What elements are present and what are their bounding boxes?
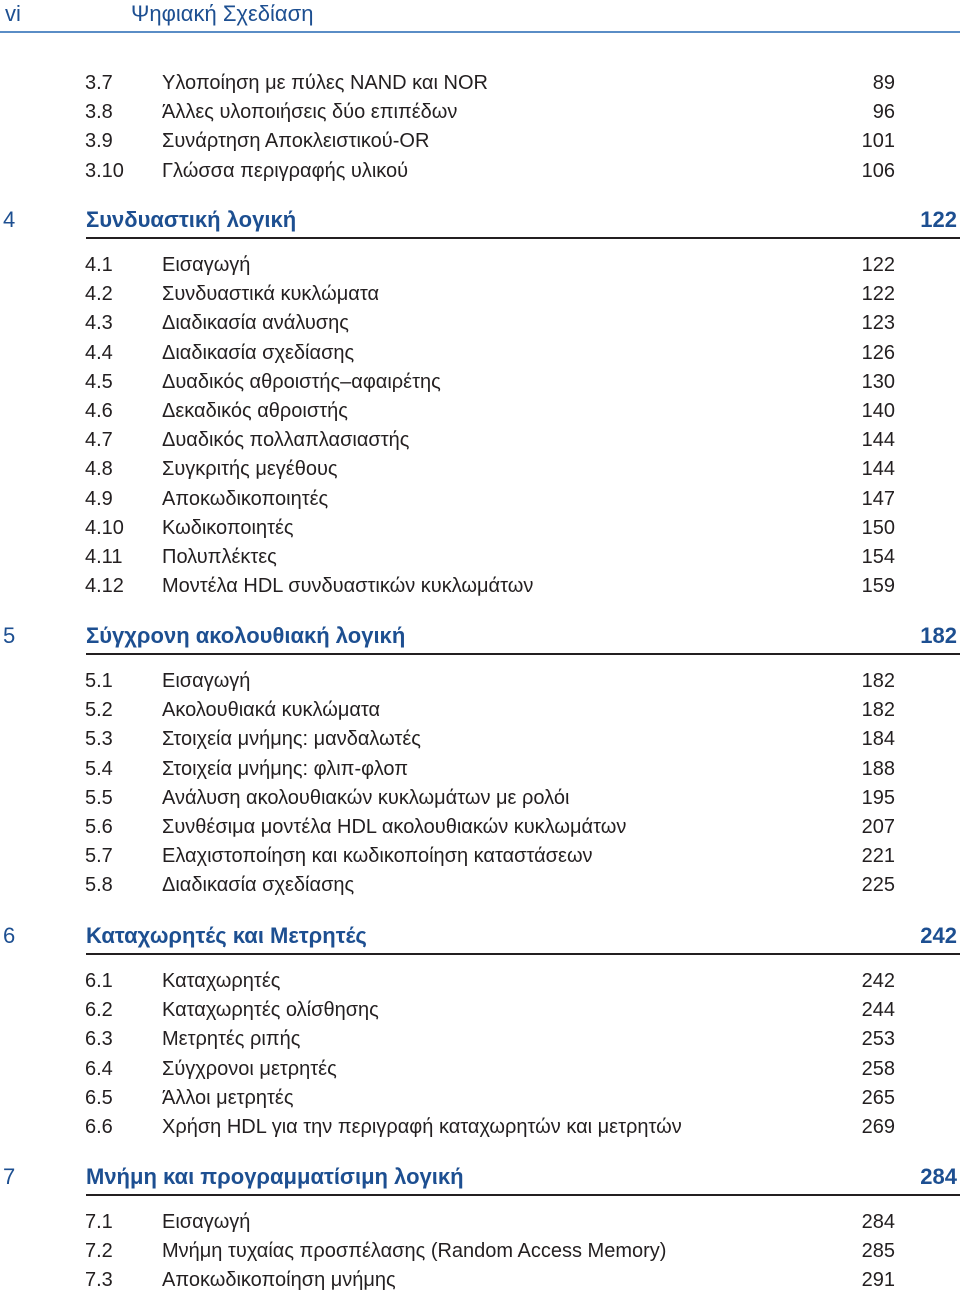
entry-number: 4.7 bbox=[85, 429, 113, 452]
entry-number: 4.1 bbox=[85, 254, 113, 276]
chapter-rule bbox=[86, 653, 960, 655]
chapter-number: 4 bbox=[3, 207, 16, 232]
chapter-title: Μνήμη και προγραμματίσιμη λογική bbox=[86, 1164, 464, 1189]
toc-entry[interactable] bbox=[0, 280, 960, 309]
entry-title: Σύγχρονοι μετρητές bbox=[162, 1057, 337, 1080]
entry-page: 182 bbox=[861, 699, 895, 722]
entry-title: Συγκριτής μεγέθους bbox=[162, 458, 338, 481]
toc-entry[interactable] bbox=[0, 784, 960, 813]
entry-title: Άλλες υλοποιήσεις δύο επιπέδων bbox=[162, 101, 458, 124]
toc-entry[interactable] bbox=[0, 397, 960, 426]
entry-number: 3.8 bbox=[85, 101, 113, 124]
entry-page: 122 bbox=[861, 254, 895, 276]
entry-title: Καταχωρητές bbox=[162, 970, 281, 992]
entry-page: 265 bbox=[861, 1086, 895, 1109]
toc-entry[interactable] bbox=[0, 69, 960, 98]
page-header bbox=[0, 0, 960, 34]
entry-number: 7.2 bbox=[85, 1240, 113, 1263]
toc-entry[interactable] bbox=[0, 996, 960, 1025]
entry-number: 5.2 bbox=[85, 699, 113, 722]
toc-entry[interactable] bbox=[0, 251, 960, 280]
entry-number: 3.10 bbox=[85, 159, 124, 182]
entry-title: Συνάρτηση Αποκλειστικού-OR bbox=[162, 130, 430, 153]
entry-page: 150 bbox=[861, 516, 895, 539]
entry-page: 144 bbox=[861, 458, 895, 481]
entry-number: 4.11 bbox=[85, 546, 123, 568]
entry-page: 147 bbox=[861, 487, 895, 510]
toc-entry[interactable] bbox=[0, 98, 960, 127]
toc-entry[interactable] bbox=[0, 667, 960, 696]
entry-title: Στοιχεία μνήμης: φλιπ-φλοπ bbox=[162, 757, 409, 780]
toc-entry[interactable] bbox=[0, 1084, 960, 1113]
toc-entry[interactable] bbox=[0, 1113, 960, 1142]
entry-title: Γλώσσα περιγραφής υλικού bbox=[162, 159, 409, 182]
chapter-page: 182 bbox=[920, 623, 957, 648]
entry-number: 7.3 bbox=[85, 1269, 113, 1292]
toc-entry[interactable] bbox=[0, 1266, 960, 1295]
entry-title: Χρήση HDL για την περιγραφή καταχωρητών και μετρητών bbox=[162, 1116, 682, 1138]
entry-number: 4.6 bbox=[85, 400, 113, 422]
toc-entry[interactable] bbox=[0, 127, 960, 156]
chapter-number: 6 bbox=[3, 923, 16, 948]
chapter-page: 284 bbox=[920, 1164, 957, 1189]
entry-title: Δυαδικός πολλαπλασιαστής bbox=[162, 429, 410, 452]
entry-page: 140 bbox=[861, 400, 895, 422]
entry-number: 6.5 bbox=[85, 1086, 113, 1109]
entry-title: Κωδικοποιητές bbox=[162, 516, 294, 539]
toc-entry[interactable] bbox=[0, 696, 960, 725]
entry-title: Εισαγωγή bbox=[162, 1211, 251, 1233]
entry-number: 5.7 bbox=[85, 845, 113, 868]
entry-number: 4.9 bbox=[85, 487, 113, 510]
entry-title: Δεκαδικός αθροιστής bbox=[162, 400, 348, 422]
entry-page: 122 bbox=[861, 283, 895, 306]
toc-entry[interactable] bbox=[0, 368, 960, 397]
toc-entry[interactable] bbox=[0, 455, 960, 484]
toc-entry[interactable] bbox=[0, 871, 960, 900]
toc-entry[interactable] bbox=[0, 309, 960, 338]
toc-entry[interactable] bbox=[0, 339, 960, 368]
entry-number: 4.3 bbox=[85, 312, 113, 335]
chapter-heading[interactable] bbox=[0, 919, 960, 959]
entry-number: 6.2 bbox=[85, 999, 113, 1022]
chapter-title: Καταχωρητές και Μετρητές bbox=[86, 923, 367, 948]
chapter-heading[interactable] bbox=[0, 619, 960, 659]
entry-page: 123 bbox=[861, 312, 895, 335]
chapter-title: Σύγχρονη ακολουθιακή λογική bbox=[86, 623, 406, 648]
toc-entry[interactable] bbox=[0, 157, 960, 186]
toc-entry[interactable] bbox=[0, 725, 960, 754]
toc-entry[interactable] bbox=[0, 485, 960, 514]
entry-page: 244 bbox=[861, 999, 895, 1022]
entry-title: Στοιχεία μνήμης: μανδαλωτές bbox=[162, 728, 421, 751]
entry-title: Ελαχιστοποίηση και κωδικοποίηση καταστάσεων bbox=[162, 845, 593, 868]
entry-title: Καταχωρητές ολίσθησης bbox=[162, 999, 379, 1022]
chapter-rule bbox=[86, 953, 960, 955]
toc-entry[interactable] bbox=[0, 1208, 960, 1237]
entry-page: 284 bbox=[861, 1211, 895, 1233]
entry-page: 188 bbox=[861, 757, 895, 780]
entry-title: Διαδικασία ανάλυσης bbox=[162, 312, 349, 335]
entry-title: Άλλοι μετρητές bbox=[162, 1086, 294, 1109]
entry-number: 3.9 bbox=[85, 130, 113, 153]
entry-title: Αποκωδικοποίηση μνήμης bbox=[162, 1269, 396, 1292]
header-rule bbox=[0, 31, 960, 33]
entry-page: 126 bbox=[861, 341, 895, 364]
entry-page: 221 bbox=[861, 845, 895, 868]
chapter-heading[interactable] bbox=[0, 1160, 960, 1200]
entry-page: 225 bbox=[861, 874, 895, 897]
entry-number: 7.1 bbox=[85, 1211, 113, 1233]
entry-page: 285 bbox=[861, 1240, 895, 1263]
entry-page: 130 bbox=[861, 370, 895, 393]
entry-page: 159 bbox=[861, 575, 895, 598]
chapter-number: 5 bbox=[3, 623, 16, 648]
entry-page: 101 bbox=[861, 130, 895, 153]
toc-entry[interactable] bbox=[0, 813, 960, 842]
entry-number: 5.1 bbox=[85, 670, 113, 692]
entry-number: 5.6 bbox=[85, 816, 113, 838]
entry-page: 184 bbox=[861, 728, 895, 751]
entry-number: 4.4 bbox=[85, 341, 113, 364]
toc-entry[interactable] bbox=[0, 572, 960, 601]
entry-page: 89 bbox=[872, 72, 895, 94]
entry-number: 4.12 bbox=[85, 575, 124, 598]
entry-title: Αποκωδικοποιητές bbox=[162, 487, 329, 510]
entry-number: 4.10 bbox=[85, 516, 124, 539]
entry-title: Μετρητές ριπής bbox=[162, 1028, 301, 1051]
entry-number: 6.4 bbox=[85, 1057, 113, 1080]
chapter-heading[interactable] bbox=[0, 203, 960, 243]
entry-title: Διαδικασία σχεδίασης bbox=[162, 874, 355, 897]
entry-page: 144 bbox=[861, 429, 895, 452]
entry-number: 6.3 bbox=[85, 1028, 113, 1051]
entry-page: 291 bbox=[861, 1269, 895, 1292]
entry-page: 258 bbox=[861, 1057, 895, 1080]
entry-number: 6.1 bbox=[85, 970, 113, 992]
toc-entry[interactable] bbox=[0, 514, 960, 543]
entry-number: 5.3 bbox=[85, 728, 113, 751]
entry-title: Εισαγωγή bbox=[162, 254, 251, 276]
chapter-page: 122 bbox=[920, 207, 957, 232]
entry-page: 154 bbox=[861, 546, 895, 568]
entry-number: 6.6 bbox=[85, 1116, 113, 1138]
entry-number: 4.8 bbox=[85, 458, 113, 481]
entry-number: 5.8 bbox=[85, 874, 113, 897]
entry-page: 96 bbox=[872, 101, 895, 124]
entry-page: 269 bbox=[861, 1116, 895, 1138]
entry-number: 5.4 bbox=[85, 757, 113, 780]
entry-page: 106 bbox=[861, 159, 895, 182]
entry-number: 3.7 bbox=[85, 72, 113, 94]
entry-title: Δυαδικός αθροιστής–αφαιρέτης bbox=[162, 370, 441, 393]
entry-title: Ανάλυση ακολουθιακών κυκλωμάτων με ρολόι bbox=[162, 786, 570, 809]
entry-page: 182 bbox=[861, 670, 895, 692]
toc-entry[interactable] bbox=[0, 755, 960, 784]
toc-entry[interactable] bbox=[0, 426, 960, 455]
entry-title: Συνθέσιμα μοντέλα HDL ακολουθιακών κυκλωμάτων bbox=[162, 816, 627, 838]
entry-title: Συνδυαστικά κυκλώματα bbox=[162, 283, 380, 306]
entry-page: 242 bbox=[861, 970, 895, 992]
toc-entry[interactable] bbox=[0, 543, 960, 572]
entry-title: Υλοποίηση με πύλες NAND και NOR bbox=[162, 72, 488, 94]
entry-title: Διαδικασία σχεδίασης bbox=[162, 341, 355, 364]
chapter-page: 242 bbox=[920, 923, 957, 948]
chapter-rule bbox=[86, 237, 960, 239]
toc-entry[interactable] bbox=[0, 967, 960, 996]
entry-title: Ακολουθιακά κυκλώματα bbox=[162, 699, 381, 722]
toc-entry[interactable] bbox=[0, 1055, 960, 1084]
chapter-number: 7 bbox=[3, 1164, 16, 1189]
toc-entry[interactable] bbox=[0, 1025, 960, 1054]
entry-number: 5.5 bbox=[85, 786, 113, 809]
entry-number: 4.5 bbox=[85, 370, 113, 393]
entry-page: 207 bbox=[861, 816, 895, 838]
toc-entry[interactable] bbox=[0, 1237, 960, 1266]
entry-title: Μνήμη τυχαίας προσπέλασης (Random Access Memory) bbox=[162, 1240, 667, 1263]
entry-title: Εισαγωγή bbox=[162, 670, 251, 692]
entry-number: 4.2 bbox=[85, 283, 113, 306]
chapter-title: Συνδυαστική λογική bbox=[86, 207, 297, 232]
entry-title: Μοντέλα HDL συνδυαστικών κυκλωμάτων bbox=[162, 575, 534, 598]
book-title: Ψηφιακή Σχεδίαση bbox=[131, 1, 314, 26]
entry-page: 253 bbox=[861, 1028, 895, 1051]
page-number: vi bbox=[5, 1, 21, 26]
entry-title: Πολυπλέκτες bbox=[162, 546, 277, 568]
toc-entry[interactable] bbox=[0, 842, 960, 871]
entry-page: 195 bbox=[861, 786, 895, 809]
chapter-rule bbox=[86, 1194, 960, 1196]
